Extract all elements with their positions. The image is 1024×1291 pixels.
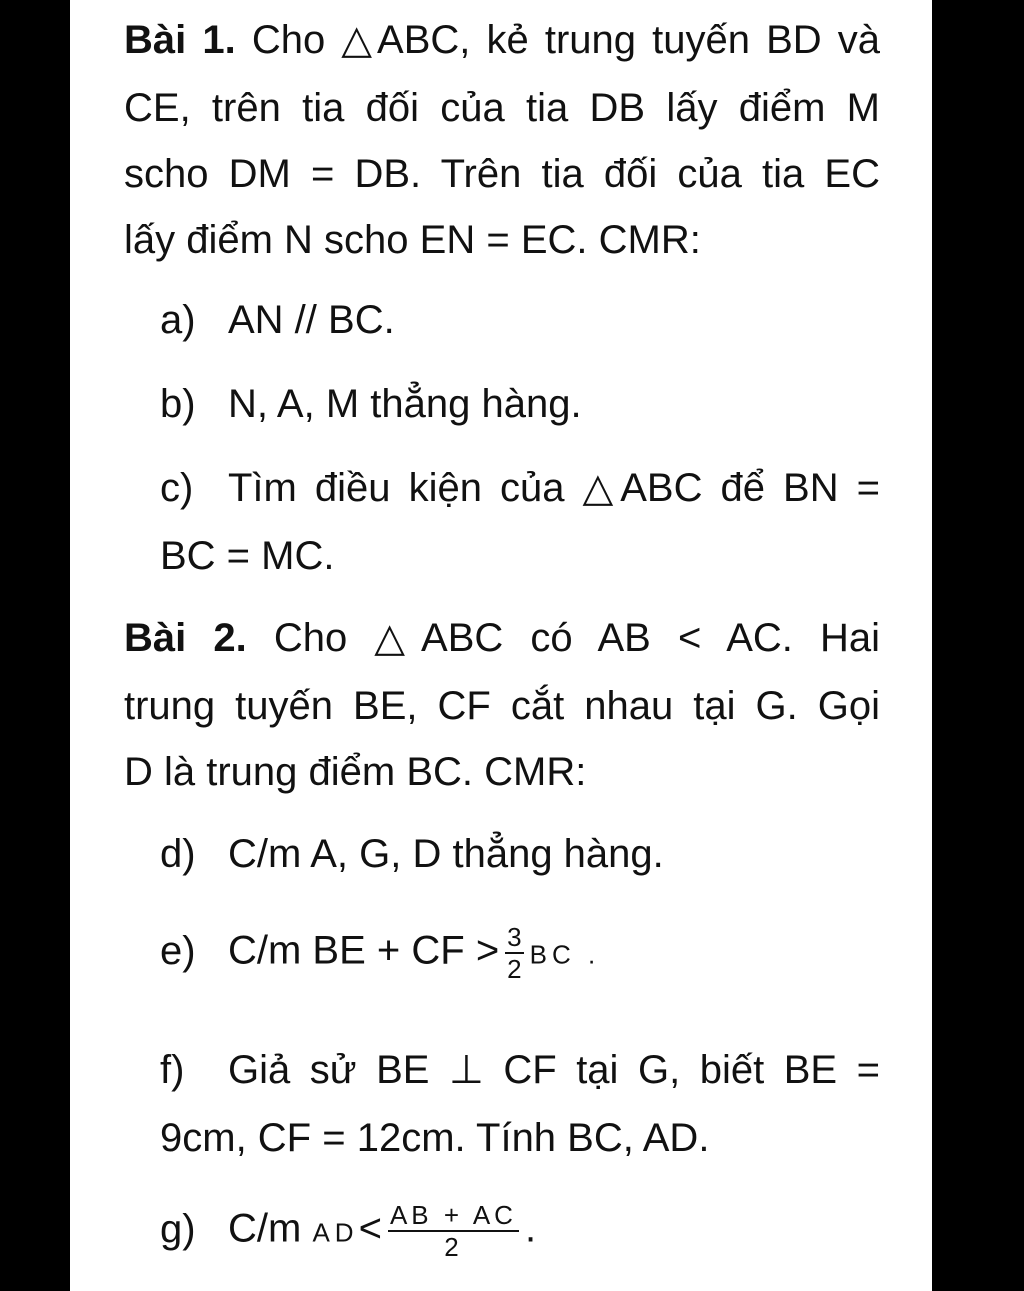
bai1-line-1 bbox=[124, 16, 880, 64]
document-page bbox=[70, 0, 932, 1291]
item-c bbox=[160, 464, 880, 512]
item-g-lt: < bbox=[358, 1206, 382, 1251]
item-c-text-1: Tìm điều kiện của △ABC để BN = bbox=[228, 466, 880, 510]
item-g bbox=[160, 1200, 536, 1262]
item-g-ad: AD bbox=[312, 1217, 359, 1248]
bai1-line-2: CE, trên tia đối của tia DB lấy điểm M bbox=[124, 86, 880, 130]
item-b-label: b) bbox=[160, 382, 196, 426]
item-g-text: C/m bbox=[228, 1206, 302, 1251]
fraction-ab-ac bbox=[388, 1200, 519, 1262]
bai2-title: Bài 2. bbox=[124, 616, 247, 660]
bai1-line-4: lấy điểm N scho EN = EC. CMR: bbox=[124, 218, 701, 262]
bai1-line-3: scho DM = DB. Trên tia đối của tia EC bbox=[124, 152, 880, 196]
item-d bbox=[160, 830, 664, 878]
fraction-denominator-g: 2 bbox=[444, 1232, 463, 1262]
item-g-tail: . bbox=[524, 1206, 537, 1251]
item-c-label: c) bbox=[160, 466, 194, 510]
item-e-text: C/m BE + CF > bbox=[228, 928, 500, 973]
item-g-label: g) bbox=[160, 1206, 196, 1251]
item-a-text: AN // BC. bbox=[228, 298, 395, 342]
item-f-line-2: 9cm, CF = 12cm. Tính BC, AD. bbox=[160, 1116, 710, 1160]
item-a-label: a) bbox=[160, 298, 196, 342]
bai1-title: Bài 1. bbox=[124, 18, 236, 62]
fraction-3-2 bbox=[505, 922, 523, 984]
item-e-label: e) bbox=[160, 928, 196, 973]
item-b bbox=[160, 380, 582, 428]
item-f bbox=[160, 1046, 880, 1094]
bai2-line-1 bbox=[124, 614, 880, 662]
bai2-line-2: trung tuyến BE, CF cắt nhau tại G. Gọi bbox=[124, 684, 880, 728]
item-e bbox=[160, 922, 600, 984]
item-f-text-1: Giả sử BE ⊥ CF tại G, biết BE = bbox=[228, 1048, 880, 1092]
item-d-label: d) bbox=[160, 832, 196, 876]
item-d-text: C/m A, G, D thẳng hàng. bbox=[228, 832, 664, 876]
item-b-text: N, A, M thẳng hàng. bbox=[228, 382, 582, 426]
item-c-line-2: BC = MC. bbox=[160, 534, 335, 578]
bai2-text-1: Cho △ABC có AB < AC. Hai bbox=[273, 616, 880, 660]
bai1-text-1: Cho △ABC, kẻ trung tuyến BD và bbox=[251, 18, 881, 62]
bai2-line-3: D là trung điểm BC. CMR: bbox=[124, 750, 587, 794]
fraction-numerator: 3 bbox=[507, 922, 522, 952]
item-a bbox=[160, 296, 395, 344]
fraction-denominator: 2 bbox=[507, 954, 522, 984]
fraction-numerator-g: AB + AC bbox=[389, 1200, 517, 1230]
item-e-tail: BC . bbox=[529, 939, 601, 970]
item-f-label: f) bbox=[160, 1048, 185, 1092]
